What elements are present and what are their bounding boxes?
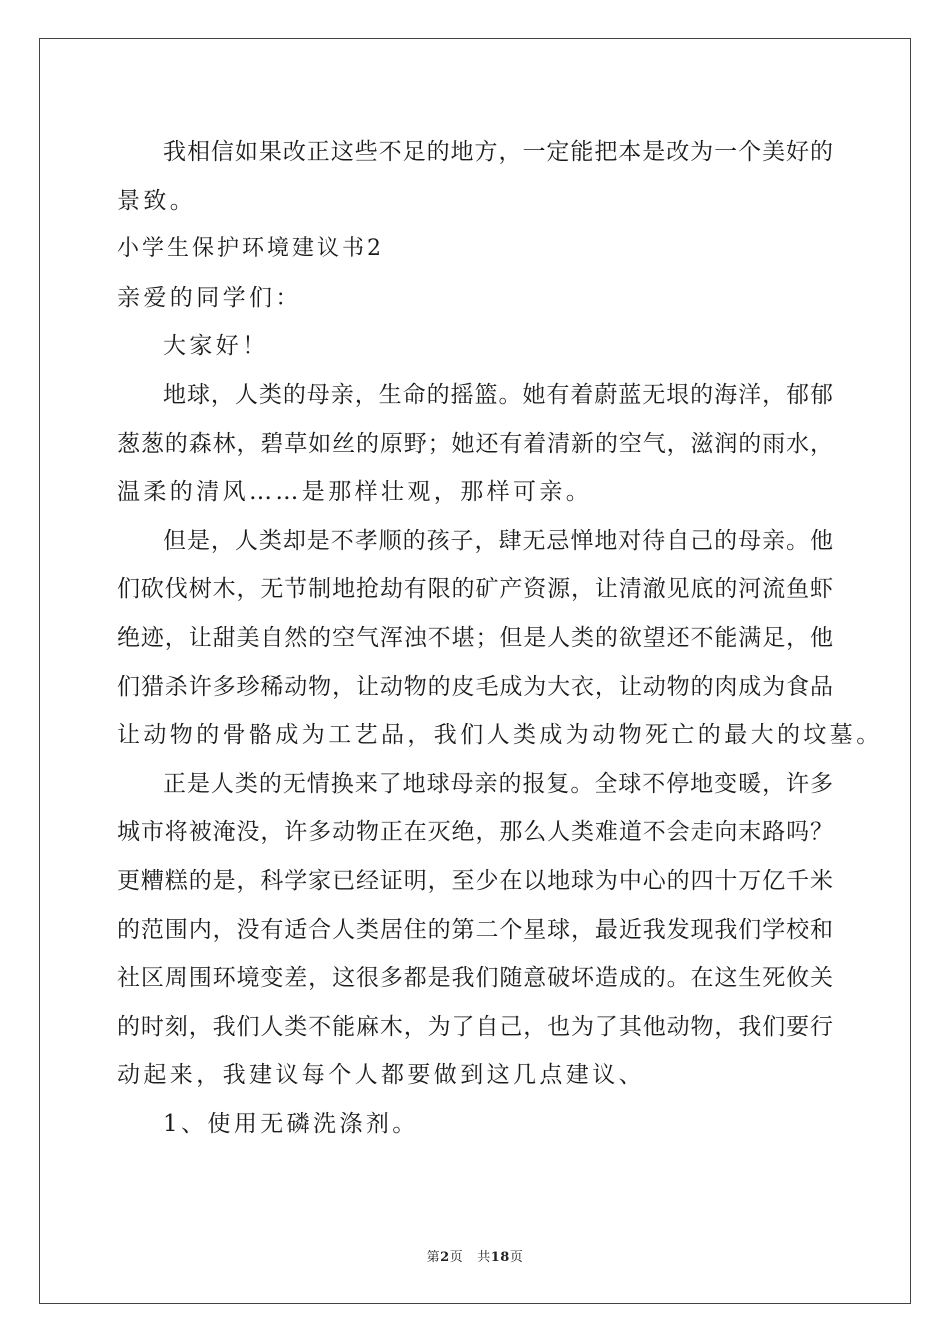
- section-title: 小学生保护环境建议书2: [117, 236, 384, 262]
- total-pages: 18: [490, 1250, 510, 1265]
- paragraph-1-line: 葱葱的森林，碧草如丝的原野；她还有着清新的空气，滋润的雨水，: [117, 430, 833, 457]
- paragraph-3-line: 的时刻，我们人类不能麻木，为了自己，也为了其他动物，我们要行: [117, 1013, 833, 1040]
- document-body: [117, 128, 883, 1148]
- paragraph-2-line: 但是，人类却是不孝顺的孩子，肆无忌惮地对待自己的母亲。他: [163, 527, 833, 554]
- paragraph-3-line: 更糟糕的是，科学家已经证明，至少在以地球为中心的四十万亿千米: [117, 867, 833, 894]
- paragraph-1-line: 温柔的清风……是那样壮观，那样可亲。: [117, 479, 593, 506]
- paragraph-3-line: 的范围内，没有适合人类居住的第二个星球，最近我发现我们学校和: [117, 916, 833, 943]
- page-prefix: 第: [426, 1250, 441, 1265]
- page-footer: [0, 1246, 950, 1265]
- paragraph-1-line: 地球，人类的母亲，生命的摇篮。她有着蔚蓝无垠的海洋，郁郁: [163, 381, 833, 408]
- paragraph-2-line: 们猎杀许多珍稀动物，让动物的皮毛成为大衣，让动物的肉成为食品: [117, 673, 833, 700]
- list-item-1: 1、使用无磷洗涤剂。: [163, 1110, 419, 1137]
- page-suffix: 页: [449, 1250, 464, 1265]
- total-suffix: 页: [509, 1250, 524, 1265]
- paragraph-3-line: 正是人类的无情换来了地球母亲的报复。全球不停地变暖，许多: [163, 770, 833, 797]
- page-number: 2: [440, 1250, 450, 1265]
- intro-line-2: 景致。: [117, 187, 197, 214]
- total-prefix: 共: [477, 1250, 491, 1265]
- intro-line-1: 我相信如果改正这些不足的地方，一定能把本是改为一个美好的: [163, 139, 833, 165]
- salutation: 亲爱的同学们：: [117, 284, 302, 311]
- paragraph-3-line: 社区周围环境变差，这很多都是我们随意破坏造成的。在这生死攸关: [117, 965, 833, 992]
- paragraph-2-line: 绝迹，让甜美自然的空气浑浊不堪；但是人类的欲望还不能满足，他: [117, 624, 833, 651]
- paragraph-2-line: 们砍伐树木，无节制地抢劫有限的矿产资源，让清澈见底的河流鱼虾: [117, 576, 833, 603]
- paragraph-3-line: 城市将被淹没，许多动物正在灭绝，那么人类难道不会走向末路吗？: [117, 819, 833, 846]
- greeting: 大家好！: [163, 333, 269, 360]
- paragraph-3-line: 动起来，我建议每个人都要做到这几点建议、: [117, 1062, 645, 1089]
- paragraph-2-line: 让动物的骨骼成为工艺品，我们人类成为动物死亡的最大的坟墓。: [117, 722, 883, 749]
